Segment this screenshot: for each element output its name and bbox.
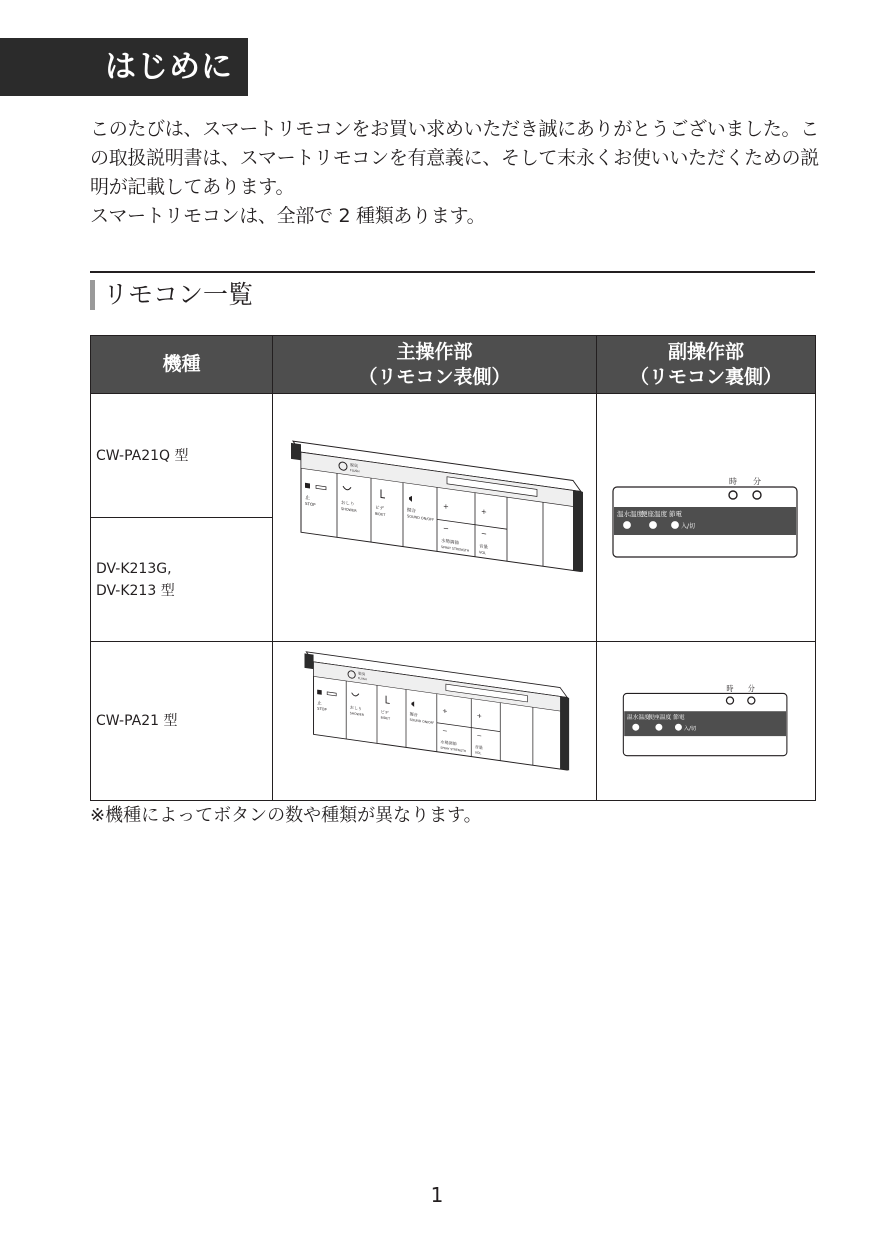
sub-remote-illustration bbox=[611, 681, 801, 761]
panel-label: − bbox=[476, 730, 482, 740]
power-save-button bbox=[675, 724, 681, 730]
model-dv-k213 bbox=[91, 518, 273, 642]
sub-panel-cell-2 bbox=[597, 642, 816, 801]
section-heading: リモコン一覧 bbox=[103, 280, 254, 309]
panel-label: − bbox=[442, 522, 449, 533]
remote-body bbox=[304, 651, 569, 770]
header-main-panel bbox=[273, 336, 597, 394]
stop-icon bbox=[317, 689, 322, 694]
hour-label: 時 bbox=[729, 476, 737, 486]
panel-label: 止 bbox=[304, 494, 310, 502]
section-rule bbox=[90, 271, 815, 273]
panel-label: + bbox=[480, 506, 487, 516]
panel-label: SHOWER bbox=[349, 710, 364, 717]
panel-label: ビデ bbox=[374, 505, 384, 512]
minute-label: 分 bbox=[747, 683, 755, 693]
section-marker bbox=[90, 280, 95, 310]
panel-label: 擬音 bbox=[409, 710, 418, 717]
footnote: ※機種によってボタンの数や種類が異なります。 bbox=[90, 805, 482, 826]
model-dv-k213: DV-K213 型 bbox=[96, 582, 175, 599]
water-temp-label: 温水温度 bbox=[617, 509, 643, 518]
minute-label: 分 bbox=[753, 476, 761, 486]
table-header-row bbox=[91, 336, 816, 394]
on-off-label: 入/切 bbox=[683, 725, 697, 732]
stop-icon bbox=[305, 482, 310, 488]
water-temp-button bbox=[624, 521, 631, 528]
water-temp-button bbox=[633, 724, 639, 730]
panel-label: FLUSH bbox=[357, 675, 367, 681]
header-main-line1: 主操作部 bbox=[396, 340, 473, 363]
hour-label: 時 bbox=[726, 683, 734, 693]
header-sub-line2: （リモコン裏側） bbox=[629, 365, 782, 388]
remote-end-cap bbox=[560, 696, 569, 770]
on-off-label: 入/切 bbox=[681, 522, 696, 530]
panel-label: 音量 bbox=[478, 543, 488, 551]
panel-label: SHOWER bbox=[340, 506, 357, 513]
header-model: 機種 bbox=[91, 336, 273, 394]
panel-label: + bbox=[441, 706, 448, 715]
intro-paragraph-2: スマートリモコンは、全部で 2 種類あります。 bbox=[90, 205, 486, 227]
sub-remote-illustration bbox=[611, 473, 801, 563]
panel-label: STOP bbox=[316, 706, 327, 712]
water-temp-label: 温水温度 bbox=[626, 715, 650, 722]
panel-label: + bbox=[476, 710, 482, 720]
power-save-button bbox=[672, 521, 679, 528]
panel-label: BIDET bbox=[380, 714, 390, 721]
intro-text bbox=[90, 115, 820, 231]
panel-label: 脱臭 bbox=[357, 671, 365, 677]
header-sub-line1: 副操作部 bbox=[667, 340, 744, 363]
table-row bbox=[91, 642, 816, 801]
panel-label: − bbox=[441, 726, 448, 735]
panel-label: おしり bbox=[349, 704, 362, 711]
seat-temp-label: 便座温度 bbox=[648, 715, 672, 722]
intro-paragraph-1: このたびは、スマートリモコンをお買い求めいただき誠にありがとうございました。この取扱説明書は、スマートリモコンを有意義に、そして末永くお使いいただくための説明が記載してあります。 bbox=[90, 118, 819, 198]
panel-label: SOUND ON/OFF bbox=[409, 717, 434, 725]
panel-label: VOL bbox=[474, 749, 481, 755]
main-remote-illustration bbox=[285, 649, 585, 794]
seat-temp-button bbox=[656, 724, 662, 730]
remote-end-cap bbox=[573, 490, 583, 571]
panel-label: SOUND ON/OFF bbox=[406, 513, 434, 522]
model-cw-pa21q: CW-PA21Q 型 bbox=[91, 394, 273, 518]
panel-label: + bbox=[442, 500, 449, 511]
panel-label: 水勢調節 bbox=[439, 738, 457, 746]
panel-label: FLUSH bbox=[349, 467, 360, 473]
panel-label: − bbox=[480, 528, 487, 538]
main-panel-cell-1 bbox=[273, 394, 597, 642]
header-sub-panel bbox=[597, 336, 816, 394]
seat-temp-button bbox=[650, 521, 657, 528]
model-dv-k213g: DV-K213G, bbox=[96, 560, 172, 577]
power-save-label: 節電 bbox=[669, 509, 682, 518]
remote-left-cap bbox=[304, 653, 313, 669]
panel-label: 脱臭 bbox=[349, 461, 358, 468]
panel-label: SPRAY STRENGTH bbox=[440, 544, 469, 553]
remote-list-table bbox=[90, 335, 816, 801]
seat-temp-label: 便座温度 bbox=[641, 509, 667, 518]
panel-label: BIDET bbox=[374, 511, 385, 517]
panel-label: VOL bbox=[478, 549, 486, 555]
header-main-line2: （リモコン表側） bbox=[358, 365, 511, 388]
panel-label: 擬音 bbox=[406, 507, 416, 514]
panel-label: 水勢調節 bbox=[440, 538, 459, 546]
panel-label: ビデ bbox=[380, 708, 389, 715]
power-save-label: 節電 bbox=[673, 715, 685, 722]
panel-label: 音量 bbox=[474, 743, 483, 750]
page-title: はじめに bbox=[0, 38, 248, 96]
page-number: 1 bbox=[430, 1183, 444, 1207]
main-remote-illustration bbox=[285, 438, 585, 598]
main-panel-cell-2 bbox=[273, 642, 597, 801]
sub-panel-cell-1 bbox=[597, 394, 816, 642]
remote-left-cap bbox=[291, 442, 301, 459]
panel-label: おしり bbox=[340, 500, 354, 508]
model-cw-pa21: CW-PA21 型 bbox=[91, 642, 273, 801]
remote-body bbox=[291, 440, 583, 571]
panel-label: STOP bbox=[304, 500, 315, 507]
panel-label: SPRAY STRENGTH bbox=[439, 745, 466, 753]
panel-label: 止 bbox=[316, 700, 322, 707]
table-row bbox=[91, 394, 816, 518]
